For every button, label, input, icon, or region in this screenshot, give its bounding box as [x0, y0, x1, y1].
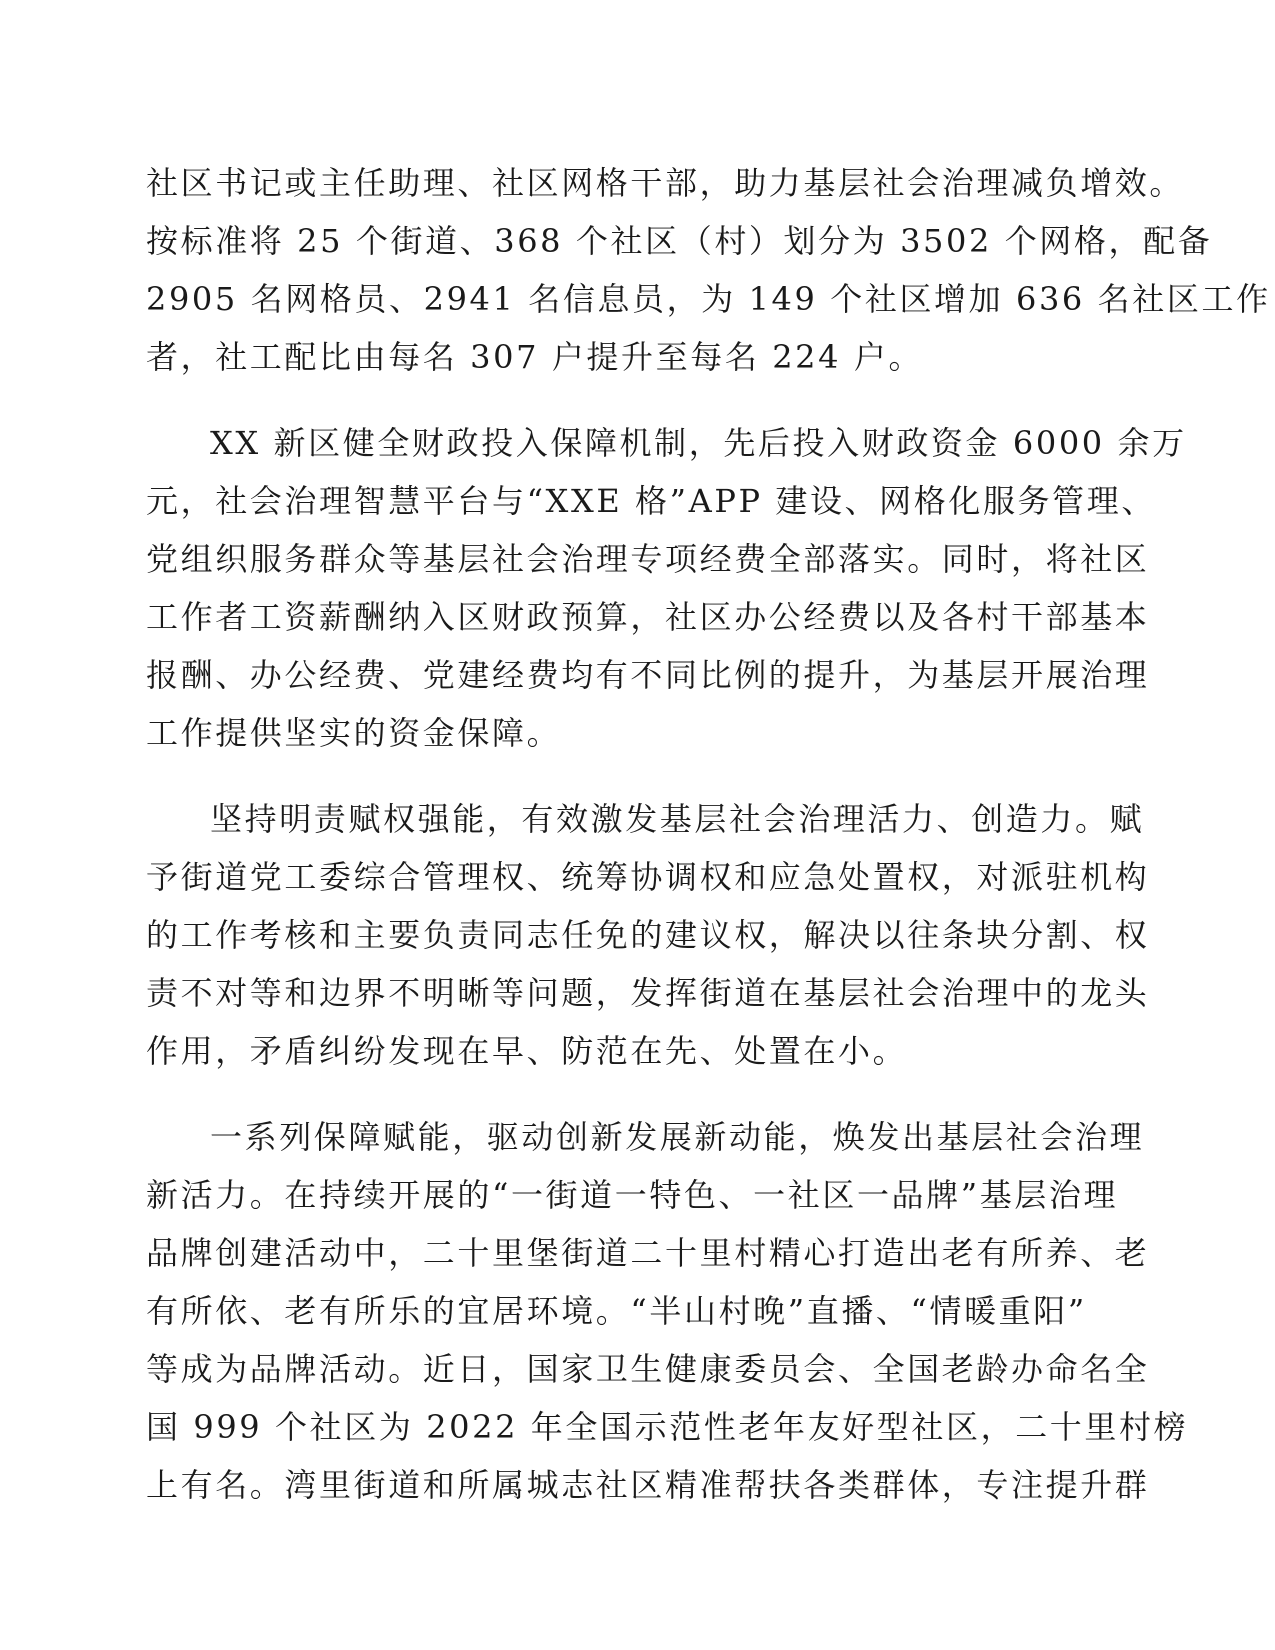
paragraph-spacer	[146, 1080, 1066, 1108]
text-line: 社区书记或主任助理、社区网格干部，助力基层社会治理减负增效。	[146, 164, 1185, 202]
text-line: 的工作考核和主要负责同志任免的建议权，解决以往条块分割、权	[146, 916, 1150, 954]
text-line: 2905 名网格员、2941 名信息员，为 149 个社区增加 636 名社区工作	[146, 280, 1271, 318]
paragraph-1	[146, 154, 1271, 386]
text-line: XX 新区健全财政投入保障机制，先后投入财政资金 6000 余万	[210, 424, 1187, 462]
text-line: 责不对等和边界不明晰等问题，发挥街道在基层社会治理中的龙头	[146, 974, 1150, 1012]
document-body	[146, 154, 1271, 1514]
text-line: 报酬、办公经费、党建经费均有不同比例的提升，为基层开展治理	[146, 656, 1150, 694]
text-line: 按标准将 25 个街道、368 个社区（村）划分为 3502 个网格，配备	[146, 222, 1213, 260]
text-line: 工作者工资薪酬纳入区财政预算，社区办公经费以及各村干部基本	[146, 598, 1150, 636]
text-line: 品牌创建活动中，二十里堡街道二十里村精心打造出老有所养、老	[146, 1234, 1150, 1272]
text-line: 予街道党工委综合管理权、统筹协调权和应急处置权，对派驻机构	[146, 858, 1150, 896]
text-line: 坚持明责赋权强能，有效激发基层社会治理活力、创造力。赋	[210, 800, 1145, 838]
text-line: 作用，矛盾纠纷发现在早、防范在先、处置在小。	[146, 1032, 908, 1070]
paragraph-3	[146, 790, 1150, 1080]
text-line: 工作提供坚实的资金保障。	[146, 714, 562, 752]
paragraph-spacer	[146, 762, 1066, 790]
text-line: 有所依、老有所乐的宜居环境。“半山村晚”直播、“情暖重阳”	[146, 1292, 1087, 1330]
text-line: 等成为品牌活动。近日，国家卫生健康委员会、全国老龄办命名全	[146, 1350, 1150, 1388]
paragraph-spacer	[146, 386, 1066, 414]
text-line: 上有名。湾里街道和所属城志社区精准帮扶各类群体，专注提升群	[146, 1466, 1150, 1504]
paragraph-4	[146, 1108, 1189, 1514]
paragraph-2	[146, 414, 1187, 762]
text-line: 国 999 个社区为 2022 年全国示范性老年友好型社区，二十里村榜	[146, 1408, 1189, 1446]
text-line: 元，社会治理智慧平台与“XXE 格”APP 建设、网格化服务管理、	[146, 482, 1156, 520]
text-line: 新活力。在持续开展的“一街道一特色、一社区一品牌”基层治理	[146, 1176, 1119, 1214]
text-line: 一系列保障赋能，驱动创新发展新动能，焕发出基层社会治理	[210, 1118, 1145, 1156]
text-line: 者，社工配比由每名 307 户提升至每名 224 户。	[146, 338, 924, 376]
text-line: 党组织服务群众等基层社会治理专项经费全部落实。同时，将社区	[146, 540, 1150, 578]
